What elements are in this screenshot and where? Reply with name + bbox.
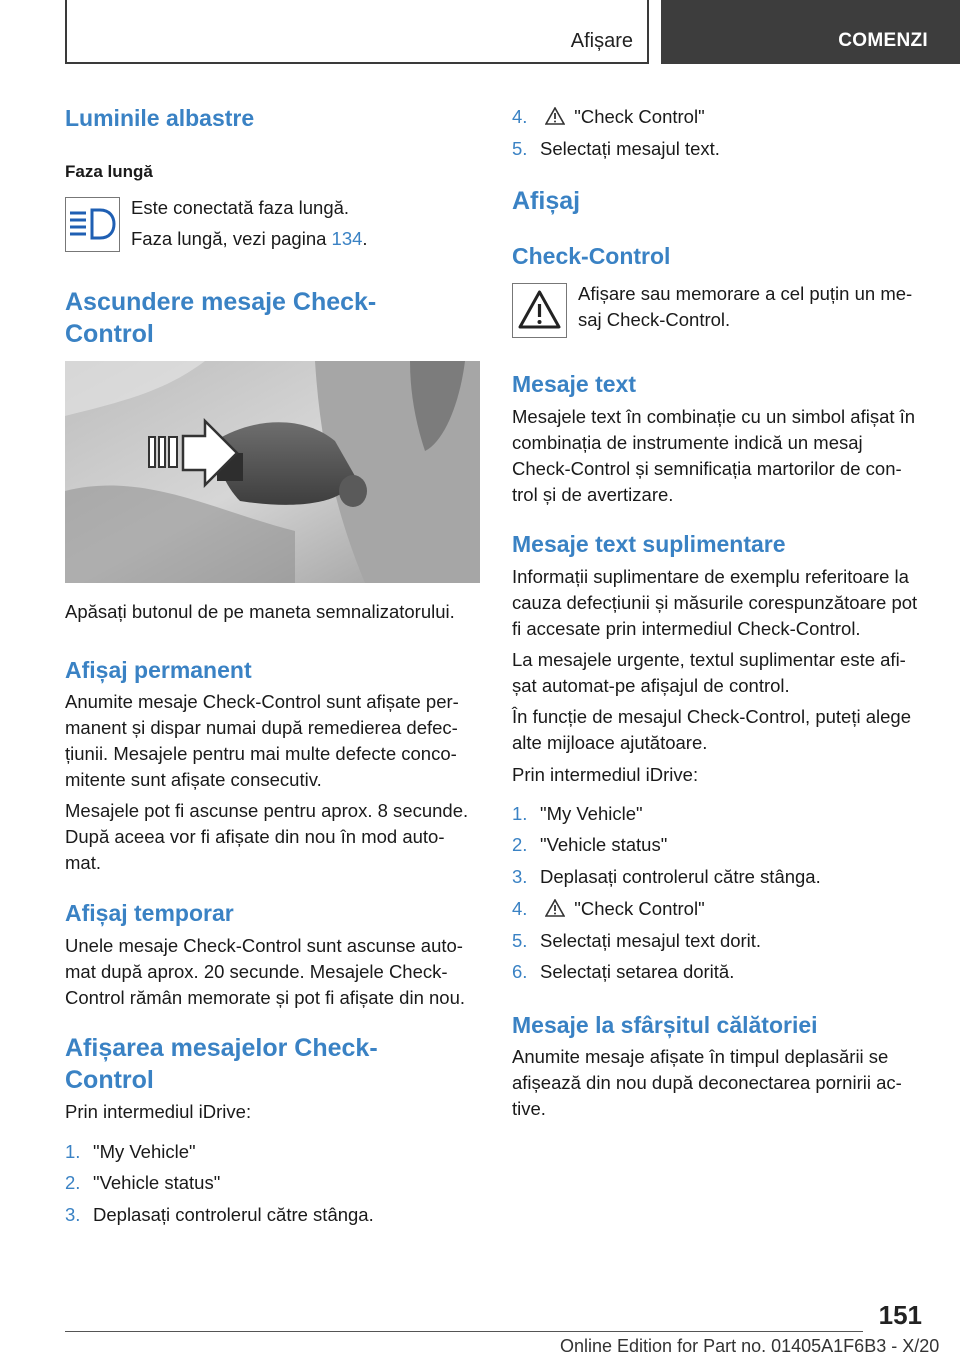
hide-duration-text: Mesajele pot fi ascunse pentru aprox. 8 secunde. După aceea vor fi afișate din nou în mod auto- mat. [65, 800, 469, 873]
supplementary-messages-title: Mesaje text suplimentare [512, 531, 786, 557]
hide-messages-title: Ascundere mesaje Check- Control [65, 288, 377, 348]
header-left-box [65, 0, 649, 64]
display-messages-title: Afișarea mesajelor Check- Control [65, 1034, 378, 1094]
text-messages-body: Mesajele text în combinație cu un simbol afișat în combinația de instrumente indică un mesaj Check-Control și semnificația martorilor de con- trol și de avertizare. [512, 406, 916, 505]
list-item: 2. "Vehicle status" [65, 1172, 221, 1193]
check-control-text: Afișare sau memorare a cel puțin un me- saj Check-Control. [578, 283, 913, 330]
function-text: În funcție de mesajul Check-Control, puteți alege alte mijloace ajutătoare. [512, 706, 911, 753]
header-section-title: Afișare [570, 30, 633, 52]
list-item: 2. "Vehicle status" [512, 834, 668, 855]
temporary-display-text: Unele mesaje Check-Control sunt ascunse auto- mat după aprox. 20 secunde. Mesajele Check- Control rămân memorate și pot fi afișate din nou. [65, 935, 465, 1008]
high-beam-heading: Faza lungă [65, 162, 153, 181]
via-idrive-left: Prin intermediul iDrive: [65, 1101, 252, 1122]
footer-edition: Online Edition for Part no. 01405A1F6B3 - X/20 [560, 1336, 940, 1356]
end-of-trip-title: Mesaje la sfârșitul călătoriei [512, 1012, 818, 1038]
check-control-title: Check-Control [512, 243, 671, 269]
temporary-display-title: Afișaj temporar [65, 900, 234, 926]
list-item: 4. "Check Control" [512, 104, 705, 132]
turn-signal-lever-illustration [65, 361, 480, 583]
list-item: 5. Selectați mesajul text dorit. [512, 930, 762, 951]
urgent-messages-text: La mesajele urgente, textul suplimentar este afi- șat automat-pe afișajul de control. [512, 649, 906, 696]
list-item: 1. "My Vehicle" [512, 803, 643, 824]
high-beam-line2: Faza lungă, vezi pagina 134. [131, 228, 368, 249]
via-idrive-right: Prin intermediul iDrive: [512, 764, 699, 785]
list-item: 4. "Check Control" [512, 896, 705, 924]
list-item: 3. Deplasați controlerul către stânga. [65, 1204, 374, 1225]
permanent-display-title: Afișaj permanent [65, 657, 252, 683]
high-beam-icon [65, 197, 120, 252]
warning-triangle-icon [545, 106, 569, 132]
page-134-link[interactable]: 134 [331, 228, 363, 249]
permanent-display-text: Anumite mesaje Check-Control sunt afișate per- manent și dispar numai după remedierea defec- țiunii. Mesajele pentru mai multe defecte conco- mitente sunt afișate consecutiv. [65, 691, 459, 790]
text-messages-title: Mesaje text [512, 371, 637, 397]
warning-triangle-icon [545, 898, 569, 924]
end-of-trip-text: Anumite mesaje afișate în timpul deplasării se afișează din nou după deconectarea pornirii ac- tive. [512, 1046, 902, 1119]
list-item: 6. Selectați setarea dorită. [512, 961, 735, 982]
supplementary-messages-body: Informații suplimentare de exemplu referitoare la cauza defecțiunii și măsurile corespunzătoare pot fi accesate prin intermediul Check-Control. [512, 566, 918, 639]
footer-divider [65, 1331, 863, 1332]
header-chapter-tab [661, 0, 960, 64]
high-beam-line1: Este conectată faza lungă. [131, 197, 350, 218]
header-chapter-title: COMENZI [838, 30, 928, 51]
warning-triangle-icon [512, 283, 567, 338]
list-item: 5. Selectați mesajul text. [512, 138, 720, 159]
press-button-text: Apăsați butonul de pe maneta semnalizatorului. [65, 601, 455, 622]
page-number: 151 [878, 1300, 922, 1330]
list-item: 1. "My Vehicle" [65, 1141, 196, 1162]
list-item: 3. Deplasați controlerul către stânga. [512, 866, 821, 887]
display-title: Afișaj [512, 187, 581, 215]
blue-lights-title: Luminile albastre [65, 105, 255, 131]
